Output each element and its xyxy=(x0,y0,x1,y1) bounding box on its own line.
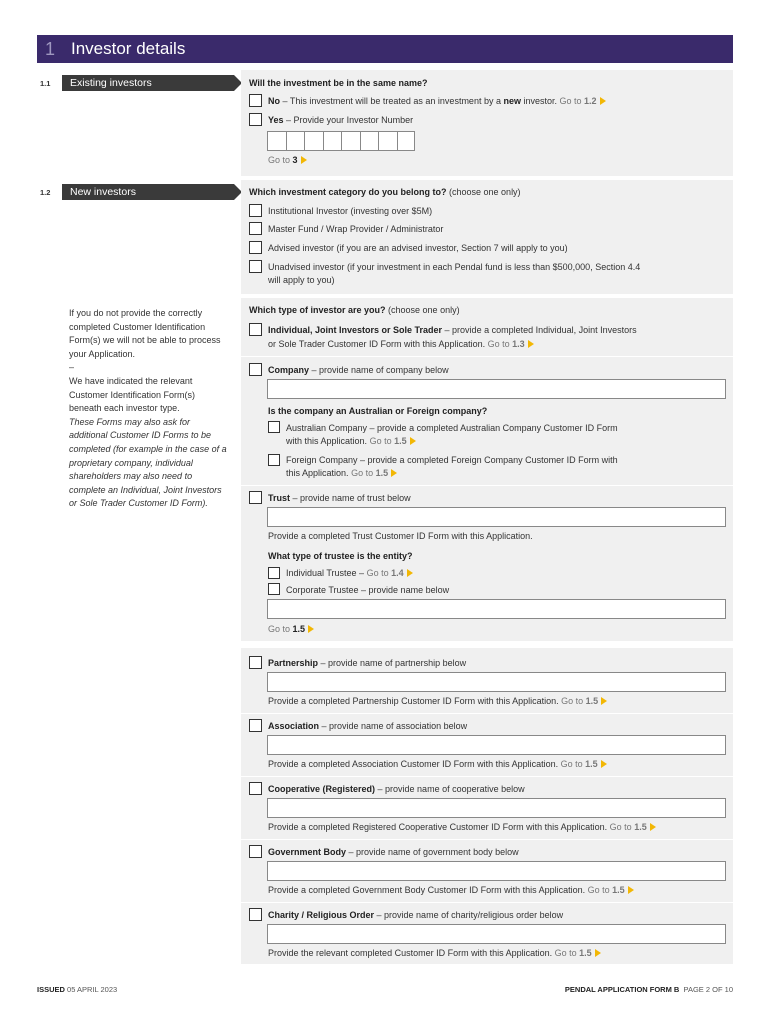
advised-checkbox[interactable] xyxy=(249,241,262,254)
charity-text: Charity / Religious Order – provide name of charity/religious order below xyxy=(268,910,564,920)
trustee-question: What type of trustee is the entity? xyxy=(268,551,413,561)
company-name-input[interactable] xyxy=(267,379,726,399)
company-question: Is the company an Australian or Foreign company? xyxy=(268,406,488,416)
individual-text-cont: or Sole Trader Customer ID Form with this Application. Go to 1.3 xyxy=(268,339,534,349)
partnership-text: Partnership – provide name of partnership below xyxy=(268,658,467,668)
go-arrow-icon xyxy=(601,760,607,768)
no-checkbox[interactable] xyxy=(249,94,262,107)
trust-checkbox[interactable] xyxy=(249,491,262,504)
charity-provide: Provide the relevant completed Customer ID Form with this Application. Go to 1.5 xyxy=(268,948,601,958)
section-header xyxy=(37,35,733,63)
australian-company-checkbox[interactable] xyxy=(268,421,280,433)
master-fund-checkbox[interactable] xyxy=(249,222,262,235)
association-checkbox[interactable] xyxy=(249,719,262,732)
go-arrow-icon xyxy=(600,97,606,105)
association-text: Association – provide name of association below xyxy=(268,721,468,731)
investor-number-input[interactable] xyxy=(267,131,415,151)
subsection-number: 1.1 xyxy=(40,79,51,88)
charity-name-input[interactable] xyxy=(267,924,726,944)
note-dash: – xyxy=(69,362,75,373)
company-text: Company – provide name of company below xyxy=(268,365,449,375)
customer-id-note xyxy=(69,307,229,511)
partnership-checkbox[interactable] xyxy=(249,656,262,669)
no-option-text: No – This investment will be treated as an investment by a new investor. Go to 1.2 xyxy=(268,96,606,106)
cooperative-name-input[interactable] xyxy=(267,798,726,818)
company-checkbox[interactable] xyxy=(249,363,262,376)
foreign-company-text-cont: this Application. Go to 1.5 xyxy=(286,468,397,478)
partnership-provide: Provide a completed Partnership Customer ID Form with this Application. Go to 1.5 xyxy=(268,696,607,706)
subsection-tag-new: New investors xyxy=(62,184,234,200)
trust-provide: Provide a completed Trust Customer ID Form with this Application. xyxy=(268,531,533,541)
foreign-company-checkbox[interactable] xyxy=(268,454,280,466)
section-title: Investor details xyxy=(71,39,186,58)
yes-checkbox[interactable] xyxy=(249,113,262,126)
foreign-company-text: Foreign Company – provide a completed Foreign Company Customer ID Form with xyxy=(286,455,618,465)
divider xyxy=(241,356,733,357)
government-name-input[interactable] xyxy=(267,861,726,881)
subsection-tag-existing: Existing investors xyxy=(62,75,234,91)
go-arrow-icon xyxy=(628,886,634,894)
divider xyxy=(241,713,733,714)
corporate-trustee-checkbox[interactable] xyxy=(268,583,280,595)
category-unadvised: Unadvised investor (if your investment in each Pendal fund is less than $500,000, Section 4.4 xyxy=(268,262,641,272)
divider xyxy=(241,485,733,486)
trust-goto: Go to 1.5 xyxy=(268,624,314,634)
category-advised: Advised investor (if you are an advised investor, Section 7 will apply to you) xyxy=(268,243,568,253)
go-arrow-icon xyxy=(391,469,397,477)
corporate-trustee-name-input[interactable] xyxy=(267,599,726,619)
individual-trustee-text: Individual Trustee – Go to 1.4 xyxy=(286,568,413,578)
cooperative-checkbox[interactable] xyxy=(249,782,262,795)
individual-trustee-checkbox[interactable] xyxy=(268,567,280,579)
category-master-fund: Master Fund / Wrap Provider / Administrator xyxy=(268,224,444,234)
australian-company-text-cont: with this Application. Go to 1.5 xyxy=(286,436,416,446)
same-name-question: Will the investment be in the same name? xyxy=(249,78,428,88)
type-question: Which type of investor are you? (choose one only) xyxy=(249,305,460,315)
goto-3: Go to 3 xyxy=(268,155,307,165)
cooperative-text: Cooperative (Registered) – provide name of cooperative below xyxy=(268,784,525,794)
government-checkbox[interactable] xyxy=(249,845,262,858)
footer-page: PENDAL APPLICATION FORM B PAGE 2 OF 10 xyxy=(564,985,733,994)
go-arrow-icon xyxy=(407,569,413,577)
category-institutional: Institutional Investor (investing over $5M) xyxy=(268,206,433,216)
go-arrow-icon xyxy=(595,949,601,957)
go-arrow-icon xyxy=(650,823,656,831)
go-arrow-icon xyxy=(528,340,534,348)
divider xyxy=(241,902,733,903)
go-arrow-icon xyxy=(301,156,307,164)
divider xyxy=(241,776,733,777)
association-name-input[interactable] xyxy=(267,735,726,755)
association-provide: Provide a completed Association Customer ID Form with this Application. Go to 1.5 xyxy=(268,759,607,769)
footer-issued: ISSUED 05 APRIL 2023 xyxy=(37,985,118,994)
subsection-number: 1.2 xyxy=(40,188,51,197)
australian-company-text: Australian Company – provide a completed Australian Company Customer ID Form xyxy=(286,423,618,433)
category-question: Which investment category do you belong to? (choose one only) xyxy=(249,187,521,197)
partnership-name-input[interactable] xyxy=(267,672,726,692)
institutional-checkbox[interactable] xyxy=(249,204,262,217)
go-arrow-icon xyxy=(308,625,314,633)
cooperative-provide: Provide a completed Registered Cooperative Customer ID Form with this Application. Go to 1.5 xyxy=(268,822,656,832)
trust-text: Trust – provide name of trust below xyxy=(268,493,411,503)
divider xyxy=(241,839,733,840)
category-unadvised-cont: will apply to you) xyxy=(268,275,335,285)
individual-checkbox[interactable] xyxy=(249,323,262,336)
note-paragraph-3: These Forms may also ask for additional Customer ID Forms to be completed (for example in the case of a proprietary company, individual shareholders may also need to complete an Individual, Joint Investors or Sole Trader Customer ID Form). xyxy=(69,416,227,509)
corporate-trustee-text: Corporate Trustee – provide name below xyxy=(286,585,450,595)
individual-text: Individual, Joint Investors or Sole Trader – provide a completed Individual, Joint Investors xyxy=(268,325,637,335)
government-text: Government Body – provide name of government body below xyxy=(268,847,519,857)
government-provide: Provide a completed Government Body Customer ID Form with this Application. Go to 1.5 xyxy=(268,885,634,895)
note-paragraph-1: If you do not provide the correctly completed Customer Identification Form(s) we will not be able to process your Application. xyxy=(69,308,221,359)
trust-name-input[interactable] xyxy=(267,507,726,527)
go-arrow-icon xyxy=(601,697,607,705)
charity-checkbox[interactable] xyxy=(249,908,262,921)
unadvised-checkbox[interactable] xyxy=(249,260,262,273)
section-number: 1 xyxy=(44,38,55,59)
go-arrow-icon xyxy=(410,437,416,445)
yes-option-text: Yes – Provide your Investor Number xyxy=(268,115,414,125)
note-paragraph-2: We have indicated the relevant Customer Identification Form(s) beneath each investor type. xyxy=(69,375,196,414)
